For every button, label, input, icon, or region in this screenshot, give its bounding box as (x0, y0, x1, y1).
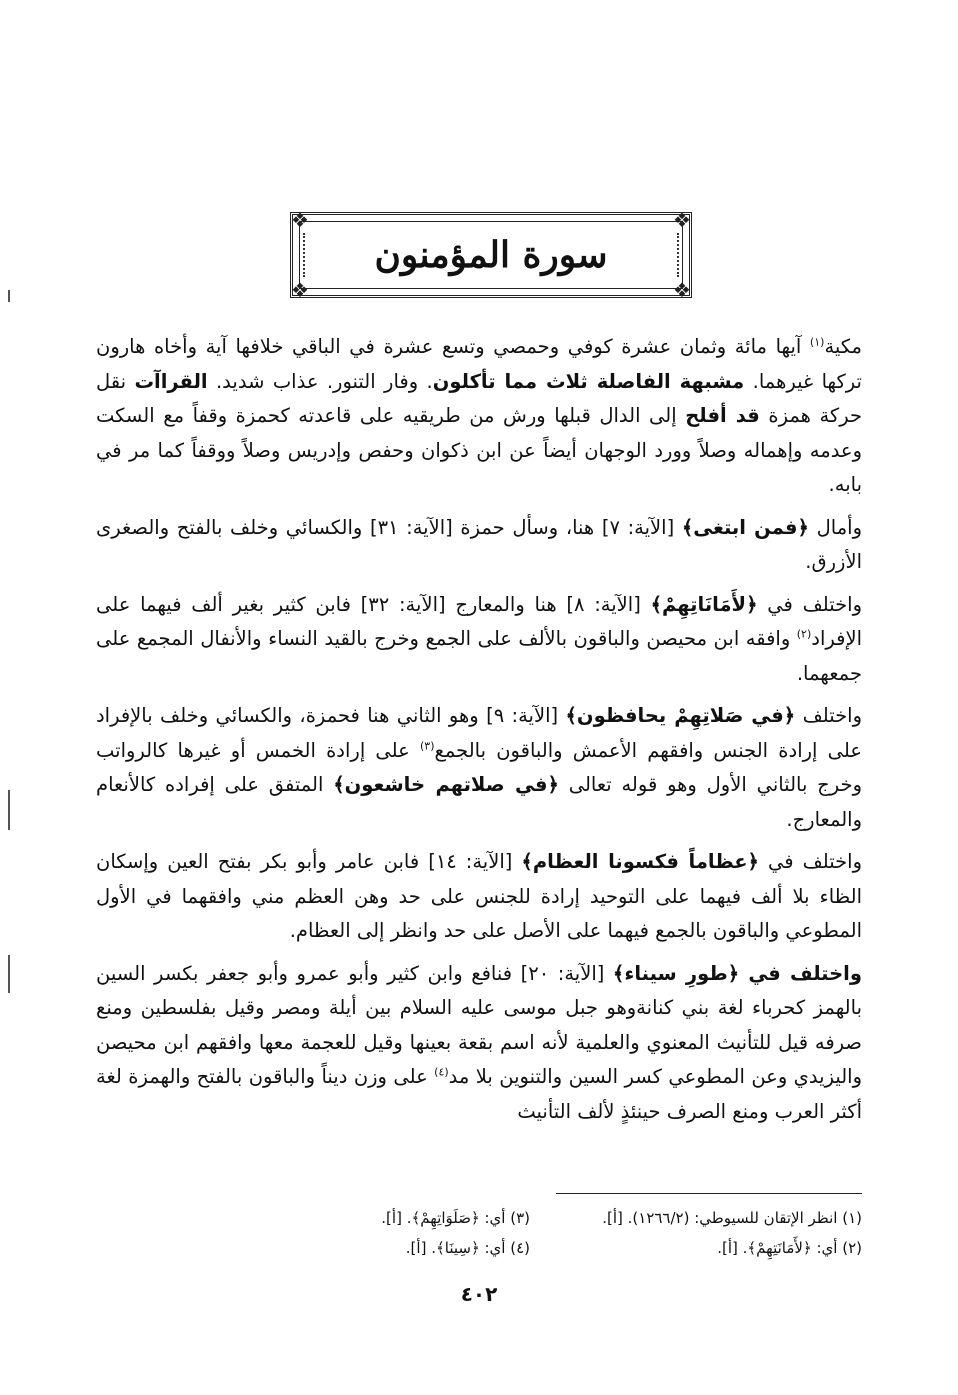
text-run: نقل حركة همزة (96, 369, 863, 427)
text-run: وافقه ابن محيصن والباقون بالألف على الجمع وخرج بالقيد النساء والأنفال المجمع على جمعهما. (96, 627, 862, 685)
paragraph (96, 699, 862, 837)
footnote: (٤) أي: ﴿سِينَا﴾. [أ]. (405, 1239, 530, 1257)
corner-ornament-icon: ❖ (291, 208, 309, 232)
quranic-word: ﴿طورِ سيناء﴾ (612, 961, 740, 985)
paragraph (96, 330, 862, 503)
footnote-ref: (٤) (434, 1065, 449, 1079)
paragraph (96, 588, 862, 692)
text-run: واختلف (795, 704, 862, 727)
margin-mark (8, 290, 10, 302)
footnote-row (96, 1233, 862, 1263)
footnote-row (96, 1203, 862, 1233)
text-run: واختلف في (758, 850, 862, 873)
footnote: (٢) أي: ﴿لأَمَانَتِهِمْ﴾. [أ]. (717, 1239, 862, 1257)
text-run: واختلف في (739, 961, 862, 985)
paragraph (96, 845, 862, 949)
footnote-ref: (١) (809, 335, 825, 349)
text-run: المتفق على إفراده كالأنعام والمعارج. (96, 773, 862, 831)
quranic-word: ﴿عظاماً فكسونا العظام﴾ (521, 850, 759, 873)
bold-text: قد أفلح (685, 404, 760, 427)
side-ornament (667, 233, 679, 277)
text-run: إلى الدال قبلها ورش من طريقيه على قاعدته كحمزة وقفاً مع السكت وعدمه وإهماله وصلاً وورد الوجهان أيضاً عن ابن ذكوان وحفص وإدريس وصلاً ووقفاً كما مر في بابه. (96, 404, 862, 496)
footnotes (96, 1203, 862, 1263)
text-run: [الآية: ١٤] فابن عامر وأبو بكر بفتح العين وإسكان الظاء بلا ألف فيهما على التوحيد إرادة للجنس على حد وهن العظم مني وافقهما في الأول المطوعي والباقون بالجمع فيهما على الأصل على حد وانظر إلى العظام. (96, 850, 862, 942)
text-run: على إرادة الخمس أو غيرها كالرواتب وخرج بالثاني الأول وهو قوله تعالى (96, 738, 862, 796)
page-number: ٤٠٢ (460, 1282, 498, 1306)
footnote-ref: (٢) (796, 627, 812, 641)
text-run: آيها مائة وثمان عشرة كوفي وحمصي وتسع عشرة في الباقي خلافها آية وأخاه هارون تركها غيرهما. (96, 335, 862, 393)
footnote-ref: (٣) (419, 739, 435, 752)
paragraph (96, 511, 862, 580)
text-run: واختلف في (757, 592, 863, 616)
quranic-word: ﴿فمن ابتغى﴾ (681, 515, 809, 539)
bold-text: القراآت (134, 369, 208, 393)
corner-ornament-icon: ❖ (673, 208, 691, 232)
footnote: (٣) أي: ﴿صَلَوَاتِهِمْ﴾. [أ]. (381, 1209, 530, 1227)
corner-ornament-icon: ❖ (291, 278, 309, 302)
text-run: . وفار التنور. عذاب شديد. (207, 369, 433, 393)
text-run: [الآية: ٢٠] فنافع وابن كثير وأبو عمرو وأبو جعفر بكسر السين بالهمز كحرباء لغة بني كنانةوهو جبل موسى عليه السلام بين أيلة ومصر وقيل بفلسطين ومنع صرفه قيل للتأنيث المعنوي والعلمية لأنه اسم بقعة بعينها وقيل للعجمة معها وافقهم ابن محيصن واليزيدي وعن المطوعي كسر السين والتنوين بلا مد (96, 961, 862, 1088)
body-text (96, 330, 862, 1137)
bold-text: مشبهة الفاصلة ثلاث مما تأكلون (432, 369, 745, 393)
quranic-word: ﴿في صلاتهم خاشعون﴾ (333, 773, 559, 796)
quranic-word: ﴿في صَلاتِهِمْ يحافظون﴾ (565, 704, 796, 727)
text-run: [الآية: ٩] وهو الثاني هنا فحمزة، والكسائي وخلف بالإفراد على إرادة الجنس وافقهم الأعمش والباقون بالجمع (96, 704, 862, 762)
text-run: مكية (824, 335, 862, 358)
margin-mark (8, 790, 10, 830)
title-frame (290, 208, 692, 302)
footnote-separator (556, 1193, 862, 1194)
quranic-word: ﴿لأَمَانَاتِهِمْ﴾ (650, 592, 758, 616)
corner-ornament-icon: ❖ (673, 278, 691, 302)
text-run: وأمال (808, 515, 863, 539)
text-run: [الآية: ٨] هنا والمعارج [الآية: ٣٢] فابن كثير بغير ألف فيهما على الإفراد (96, 592, 862, 650)
text-run: على وزن ديناً والباقون بالفتح والهمزة لغة أكثر العرب ومنع الصرف حينئذٍ لألف التأنيث (96, 1065, 862, 1123)
surah-title: سورة المؤمنون (374, 234, 608, 276)
paragraph (96, 957, 862, 1130)
text-run: [الآية: ٧] هنا، وسأل حمزة [الآية: ٣١] والكسائي وخلف بالفتح والصغرى الأزرق. (96, 515, 862, 573)
footnote: (١) انظر الإتقان للسيوطي: (١٢٦٦/٢). [أ]. (602, 1209, 862, 1227)
side-ornament (303, 233, 315, 277)
margin-mark (8, 955, 10, 993)
